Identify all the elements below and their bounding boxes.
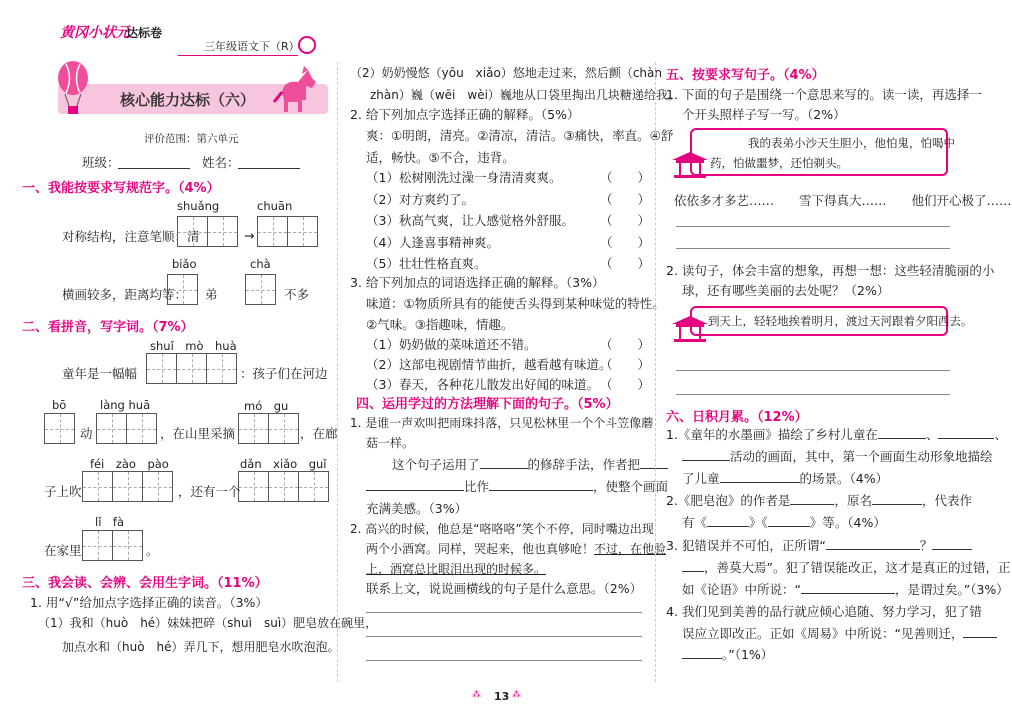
answer-paren[interactable]: （ ） — [600, 357, 651, 372]
s6-q3-text: ，善莫大焉”。犯了错误能改正，这才是真正的过错，正 — [704, 560, 1011, 575]
answer-line[interactable] — [676, 248, 950, 249]
pinyin: mó gu — [244, 399, 289, 413]
question-item: （5）壮壮性格直爽。 — [366, 256, 487, 271]
writing-box[interactable] — [245, 274, 276, 305]
question-item: （1）松树刚洗过澡一身清清爽爽。 — [366, 170, 562, 185]
section-2-title: 二、看拼音，写字词。（7%） — [22, 320, 194, 335]
question-item: （1）奶奶做的菜味道还不错。 — [366, 337, 537, 352]
s4-q2-text: 联系上文，说说画横线的句子是什么意思。（2%） — [366, 581, 643, 596]
s3-q1-text: 加点水和（huò hé）弄几下，想用肥皂水吹泡泡。 — [62, 640, 340, 654]
question-item: （2）这部电视剧情节曲折，越看越有味道。 — [366, 357, 612, 372]
s6-q3-text: ？ — [919, 538, 933, 553]
name-field[interactable] — [238, 168, 300, 169]
answer-paren[interactable]: （ ） — [600, 170, 651, 185]
s4-q2-text: 两个小酒窝。同样，哭起来，他也真够呛！ — [366, 542, 595, 556]
section-1-title: 一、我能按要求写规范字。（4%） — [22, 181, 220, 196]
s6-q1-text: 了儿童 — [682, 471, 720, 486]
pinyin: shuǎng — [177, 199, 220, 213]
s4-q1-text: 这个句子运用了 — [392, 457, 480, 472]
answer-blank[interactable] — [932, 537, 972, 550]
answer-line[interactable] — [366, 636, 642, 637]
answer-paren[interactable]: （ ） — [600, 377, 651, 392]
s5-options: 依依多才多艺…… 雪下得真大…… 他们开心极了…… — [674, 193, 1012, 208]
answer-blank[interactable] — [872, 492, 922, 505]
s1-line1-text: 对称结构，注意笔顺：清 — [62, 229, 200, 244]
s2-line-b: 动 — [80, 426, 93, 441]
s3-q1-text: zhàn）巍（wēi wèi）巍地从口袋里掏出几块糖递给我。 — [370, 88, 680, 102]
writing-box[interactable] — [176, 353, 207, 384]
s3-q2-def: 爽：①明朗，清亮。②清凉，清洁。③痛快，率直。④舒 — [366, 128, 674, 143]
section-5-title: 五、按要求写句子。（4%） — [666, 68, 825, 83]
writing-box[interactable] — [298, 471, 329, 502]
s2-line-b: ，在廊 — [300, 426, 338, 441]
writing-box[interactable] — [126, 413, 157, 444]
quote-1-text: 我的表弟小沙天生胆小，他怕鬼，怕喝中 — [748, 136, 955, 150]
s3-q1-text: （1）我和（huò hé）妹妹把碎（shuì suì）肥皂放在碗里， — [38, 616, 378, 630]
pinyin: féi zào pào — [90, 457, 169, 471]
s6-q2-text: 》《 — [749, 515, 768, 530]
writing-box[interactable] — [268, 413, 299, 444]
answer-blank[interactable] — [878, 426, 926, 439]
answer-line[interactable] — [676, 370, 950, 371]
arrow: → — [244, 228, 255, 243]
s2-line-d: 。 — [146, 543, 159, 558]
page-number: 13 — [494, 690, 510, 703]
s2-line-a: 童年是一幅幅 — [62, 366, 138, 381]
s4-q2: 2. 高兴的时候，他总是“咯咯咯”笑个不停，同时嘴边出现 — [350, 522, 654, 536]
answer-blank[interactable] — [768, 514, 810, 527]
writing-box[interactable] — [146, 353, 177, 384]
s6-q4-text: 。”（1%） — [722, 647, 774, 662]
s1-line2-text: 横画较多，距离均等： — [62, 287, 188, 302]
s6-q1-text: 、 — [994, 427, 1007, 442]
s3-q1-text: （2）奶奶慢悠（yōu xiǎo）悠地走过来，然后颤（chàn — [350, 66, 662, 80]
s2-line-c: ，还有一个 — [178, 484, 241, 499]
name-label: 姓名： — [202, 155, 240, 170]
banner-title: 核心能力达标（六） — [120, 91, 256, 109]
writing-box[interactable] — [238, 471, 269, 502]
balloon-icon — [56, 60, 90, 118]
writing-box[interactable] — [112, 471, 143, 502]
answer-blank[interactable] — [682, 559, 704, 572]
answer-line[interactable] — [676, 394, 950, 395]
answer-paren[interactable]: （ ） — [600, 337, 651, 352]
pinyin: dǎn xiǎo guǐ — [240, 457, 327, 471]
s3-q1: 1. 用“√”给加点字选择正确的读音。（3%） — [30, 595, 268, 610]
section-6-title: 六、日积月累。（12%） — [666, 410, 808, 425]
writing-box[interactable] — [82, 530, 113, 561]
answer-blank[interactable] — [801, 581, 895, 594]
s6-q1-text: 活动的画面，其中，第一个画面生动形象地描绘 — [730, 449, 993, 464]
s6-q2-text: ，代表作 — [921, 493, 972, 508]
header-grade: 三年级语文下（R） — [204, 40, 300, 53]
s6-q2-text: 》等。（4%） — [809, 515, 886, 530]
s6-q2-text: 2.《肥皂泡》的作者是 — [666, 493, 791, 508]
s2-line-b: ，在山里采摘 — [160, 426, 236, 441]
s6-q3-text: 3. 犯错误并不可怕，正所谓“ — [666, 538, 826, 553]
s6-q1-text: 的场景。（4%） — [799, 471, 889, 486]
s6-q4-text: 误应立即改正。正如《周易》中所说：“见善则迁， — [682, 626, 964, 641]
question-item: （3）春天，各种花儿散发出好闻的味道。 — [366, 377, 599, 392]
column-divider — [655, 62, 656, 682]
class-label: 班级： — [82, 155, 120, 170]
answer-blank[interactable] — [790, 492, 834, 505]
pavilion-icon — [670, 314, 710, 344]
pinyin: biǎo — [172, 257, 197, 271]
answer-paren[interactable]: （ ） — [600, 213, 651, 228]
s1-line2-text: 弟 — [205, 287, 218, 302]
pinyin: làng huā — [100, 398, 151, 412]
scope-text: 评价范围：第六单元 — [144, 133, 239, 145]
s6-q4-text: 4. 我们见到美善的品行就应倾心追随、努力学习，犯了错 — [666, 604, 982, 619]
quote-1-text: 药，怕做噩梦，还怕剃头。 — [710, 156, 848, 170]
answer-blank[interactable] — [489, 478, 593, 491]
writing-box[interactable] — [257, 216, 288, 247]
question-item: （4）人逢喜事精神爽。 — [366, 234, 499, 250]
answer-blank[interactable] — [938, 426, 994, 439]
writing-box[interactable] — [268, 471, 299, 502]
answer-line[interactable] — [676, 226, 950, 227]
pinyin: lǐ fà — [95, 515, 124, 529]
s2-line-a: ：孩子们在河边 — [240, 366, 328, 381]
s4-q2-underlined: 上，酒窝总比眼泪出现的时候多。 — [366, 562, 547, 576]
s3-q2: 2. 给下列加点字选择正确的解释。（5%） — [350, 107, 580, 122]
pinyin: chuān — [257, 199, 293, 213]
header-brand: 黄冈小状元 — [60, 25, 130, 41]
class-field[interactable] — [118, 168, 190, 169]
s3-q2-def: 适，畅快。⑤不合，违背。 — [366, 150, 515, 165]
answer-blank[interactable] — [682, 448, 730, 461]
s4-q1-text: 充满美感。（3%） — [366, 501, 468, 516]
s6-q2-text: 有《 — [682, 515, 708, 530]
s4-q1: 1. 是谁一声欢叫把雨珠抖落，只见松林里一个个斗笠像蘑 — [350, 416, 654, 430]
s6-q3-text: ，是谓过矣。”（3%） — [894, 582, 1009, 597]
answer-paren[interactable]: （ ） — [600, 191, 651, 207]
writing-box[interactable] — [238, 413, 269, 444]
page-ornament: ⁂ — [472, 690, 481, 700]
writing-box[interactable] — [96, 413, 127, 444]
s5-q1: 个开头照样子写一写。（2%） — [682, 107, 846, 122]
section-3-title: 三、我会读、会辨、会用生字词。（11%） — [22, 576, 268, 591]
s4-q1-text: ，使整个画面 — [593, 479, 669, 494]
writing-box[interactable] — [207, 216, 238, 247]
answer-line[interactable] — [366, 612, 642, 613]
pavilion-icon — [670, 150, 710, 180]
s2-line-d: 在家里 — [44, 543, 82, 558]
answer-blank[interactable] — [826, 537, 920, 550]
writing-box[interactable] — [112, 530, 143, 561]
s6-q1-text: 、 — [925, 427, 939, 442]
header-series: 达标卷 — [126, 26, 163, 40]
s5-q1: 1. 下面的句子是围绕一个意思来写的。读一读，再选择一 — [666, 87, 982, 102]
pinyin: bō — [52, 398, 67, 412]
s3-q3-def: ②气味。③指趣味，情趣。 — [366, 317, 514, 332]
s5-q2: 球，还有哪些美丽的去处呢？（2%） — [682, 283, 890, 298]
s1-line2-text: 不多 — [284, 287, 310, 302]
pinyin: shuǐ mò huà — [150, 339, 237, 353]
horse-icon — [272, 62, 326, 118]
answer-blank[interactable] — [366, 478, 464, 491]
section-4-title: 四、运用学过的方法理解下面的句子。（5%） — [356, 397, 619, 412]
s4-q1-text: 比作 — [464, 479, 490, 494]
s6-q3-text: 如《论语》中所说：“ — [682, 582, 801, 597]
s6-q1-text: 1.《童年的水墨画》描绘了乡村儿童在 — [666, 427, 878, 442]
s3-q3-def: 味道：①物质所具有的能使舌头得到某种味觉的特性。 — [366, 296, 665, 311]
question-item: （3）秋高气爽，让人感觉格外舒服。 — [366, 213, 574, 228]
spiral-icon — [298, 36, 316, 54]
writing-box[interactable] — [82, 471, 113, 502]
writing-box[interactable] — [167, 274, 198, 305]
writing-box[interactable] — [44, 413, 75, 444]
s4-q1-text: 的修辞手法，作者把 — [527, 457, 641, 472]
answer-blank[interactable] — [682, 646, 722, 659]
question-item: （2）对方爽约了。 — [366, 191, 474, 207]
s5-q2: 2. 读句子，体会丰富的想象，再想一想：这些轻清脆丽的小 — [666, 263, 995, 278]
s2-line-c: 子上吹 — [44, 484, 82, 499]
answer-line[interactable] — [366, 660, 642, 661]
writing-box[interactable] — [177, 216, 208, 247]
column-divider — [337, 62, 338, 682]
page-ornament: ⁂ — [512, 690, 521, 700]
quote-2-text: 到天上，轻轻地挨着明月，渡过天河跟着夕阳西去。 — [708, 314, 973, 328]
writing-box[interactable] — [206, 353, 237, 384]
s3-q3: 3. 给下列加点的词语选择正确的解释。（3%） — [350, 275, 605, 290]
s4-q2-underlined: 不过，在他脸 — [594, 542, 667, 556]
answer-paren[interactable]: （ ） — [600, 234, 651, 250]
writing-box[interactable] — [287, 216, 318, 247]
s6-q2-text: ，原名 — [834, 493, 872, 508]
pinyin: chà — [250, 257, 271, 271]
answer-blank[interactable] — [480, 456, 528, 469]
s4-q1: 菇一样。 — [366, 436, 415, 450]
answer-blank[interactable] — [963, 625, 997, 638]
answer-blank[interactable] — [720, 470, 800, 483]
writing-box[interactable] — [142, 471, 173, 502]
answer-blank[interactable] — [707, 514, 749, 527]
answer-paren[interactable]: （ ） — [600, 256, 651, 271]
